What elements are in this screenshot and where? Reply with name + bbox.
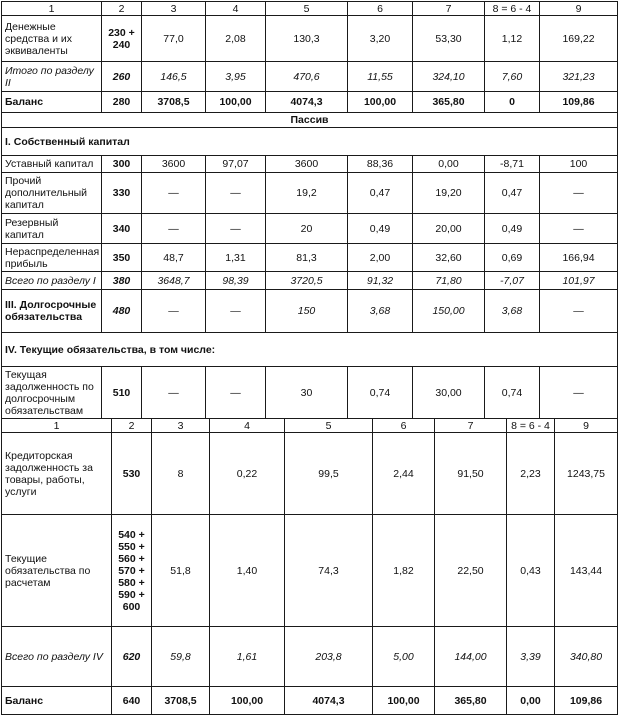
col-header: 4 <box>206 2 266 16</box>
col-header: 2 <box>112 419 152 433</box>
cell: 0,49 <box>348 214 413 244</box>
cell: 91,50 <box>435 433 507 515</box>
cell: 0 <box>485 92 540 113</box>
row-label: Текущие обязательства по расчетам <box>2 515 112 627</box>
cell: — <box>540 173 618 214</box>
col-header: 9 <box>555 419 618 433</box>
cell: 2,08 <box>206 16 266 62</box>
cell: 1,31 <box>206 244 266 272</box>
cell: 3,39 <box>507 627 555 687</box>
passive-title: Пассив <box>2 113 618 128</box>
section-row <box>2 333 618 367</box>
row-label: Всего по разделу IV <box>2 627 112 687</box>
row-label: Резервный капитал <box>2 214 102 244</box>
row-code: 340 <box>102 214 142 244</box>
col-header: 8 = 6 - 4 <box>485 2 540 16</box>
row-label: Уставный капитал <box>2 156 102 173</box>
cell: 7,60 <box>485 62 540 92</box>
table-row <box>2 244 618 272</box>
row-code: 330 <box>102 173 142 214</box>
cell: 22,50 <box>435 515 507 627</box>
cell: 0,22 <box>210 433 285 515</box>
table-row <box>2 173 618 214</box>
cell: 97,07 <box>206 156 266 173</box>
col-header: 2 <box>102 2 142 16</box>
col-header: 9 <box>540 2 618 16</box>
table-row <box>2 272 618 290</box>
balance-table-bottom <box>1 418 618 715</box>
cell: 100,00 <box>206 92 266 113</box>
col-header: 3 <box>142 2 206 16</box>
row-code: 350 <box>102 244 142 272</box>
row-label: Денежные средства и их эквиваленты <box>2 16 102 62</box>
cell: — <box>206 367 266 419</box>
col-header: 7 <box>413 2 485 16</box>
cell: 0,00 <box>507 687 555 715</box>
balance-table-top <box>1 1 618 419</box>
col-header: 6 <box>373 419 435 433</box>
cell: 81,3 <box>266 244 348 272</box>
cell: 169,22 <box>540 16 618 62</box>
row-label: Баланс <box>2 92 102 113</box>
row-code: 280 <box>102 92 142 113</box>
cell: 74,3 <box>285 515 373 627</box>
row-label: III. Долгосрочные обязательства <box>2 290 102 333</box>
cell: 2,00 <box>348 244 413 272</box>
row-label: Кредиторская задолженность за товары, работы, услуги <box>2 433 112 515</box>
cell: 3,20 <box>348 16 413 62</box>
header-row <box>2 419 618 433</box>
cell: 0,47 <box>485 173 540 214</box>
cell: 20,00 <box>413 214 485 244</box>
cell: 100,00 <box>348 92 413 113</box>
cell: 2,23 <box>507 433 555 515</box>
cell: 99,5 <box>285 433 373 515</box>
cell: — <box>206 173 266 214</box>
table-row <box>2 515 618 627</box>
table-row <box>2 687 618 715</box>
cell: 88,36 <box>348 156 413 173</box>
cell: — <box>540 214 618 244</box>
col-header: 4 <box>210 419 285 433</box>
cell: 48,7 <box>142 244 206 272</box>
row-code: 640 <box>112 687 152 715</box>
cell: — <box>142 214 206 244</box>
cell: 3600 <box>266 156 348 173</box>
cell: 8 <box>152 433 210 515</box>
cell: 100,00 <box>210 687 285 715</box>
cell: 100,00 <box>373 687 435 715</box>
table-row <box>2 62 618 92</box>
table-row <box>2 214 618 244</box>
cell: 4074,3 <box>266 92 348 113</box>
row-code: 300 <box>102 156 142 173</box>
row-code: 480 <box>102 290 142 333</box>
cell: 11,55 <box>348 62 413 92</box>
cell: 71,80 <box>413 272 485 290</box>
table-row <box>2 627 618 687</box>
cell: 0,74 <box>348 367 413 419</box>
section-title: I. Собственный капитал <box>2 128 618 156</box>
col-header: 6 <box>348 2 413 16</box>
cell: 100 <box>540 156 618 173</box>
row-code: 380 <box>102 272 142 290</box>
cell: — <box>142 367 206 419</box>
row-label: Нераспределенная прибыль <box>2 244 102 272</box>
table-row <box>2 156 618 173</box>
cell: 3720,5 <box>266 272 348 290</box>
cell: 98,39 <box>206 272 266 290</box>
row-label: Текущая задолженность по долгосрочным обязательствам <box>2 367 102 419</box>
cell: 0,49 <box>485 214 540 244</box>
cell: 3648,7 <box>142 272 206 290</box>
cell: 3708,5 <box>142 92 206 113</box>
cell: 59,8 <box>152 627 210 687</box>
col-header: 5 <box>266 2 348 16</box>
col-header: 5 <box>285 419 373 433</box>
row-code: 620 <box>112 627 152 687</box>
cell: — <box>206 214 266 244</box>
cell: 109,86 <box>555 687 618 715</box>
col-header: 3 <box>152 419 210 433</box>
cell: 20 <box>266 214 348 244</box>
row-label: Прочий дополнительный капитал <box>2 173 102 214</box>
cell: — <box>142 290 206 333</box>
col-header: 1 <box>2 2 102 16</box>
cell: 19,20 <box>413 173 485 214</box>
cell: 101,97 <box>540 272 618 290</box>
cell: 30,00 <box>413 367 485 419</box>
cell: 0,74 <box>485 367 540 419</box>
row-code: 260 <box>102 62 142 92</box>
col-header: 8 = 6 - 4 <box>507 419 555 433</box>
row-code: 530 <box>112 433 152 515</box>
cell: 365,80 <box>413 92 485 113</box>
row-code: 540 + 550 + 560 + 570 + 580 + 590 + 600 <box>112 515 152 627</box>
cell: — <box>540 367 618 419</box>
row-code: 230 + 240 <box>102 16 142 62</box>
cell: 365,80 <box>435 687 507 715</box>
cell: -7,07 <box>485 272 540 290</box>
cell: -8,71 <box>485 156 540 173</box>
cell: 109,86 <box>540 92 618 113</box>
cell: 3600 <box>142 156 206 173</box>
cell: 1,12 <box>485 16 540 62</box>
cell: 53,30 <box>413 16 485 62</box>
cell: 0,00 <box>413 156 485 173</box>
cell: 1,40 <box>210 515 285 627</box>
cell: 0,43 <box>507 515 555 627</box>
cell: 143,44 <box>555 515 618 627</box>
cell: 3,68 <box>348 290 413 333</box>
cell: 32,60 <box>413 244 485 272</box>
section-row <box>2 128 618 156</box>
cell: 150 <box>266 290 348 333</box>
cell: 321,23 <box>540 62 618 92</box>
cell: 203,8 <box>285 627 373 687</box>
cell: 30 <box>266 367 348 419</box>
section-row <box>2 113 618 128</box>
cell: 150,00 <box>413 290 485 333</box>
cell: 470,6 <box>266 62 348 92</box>
cell: 5,00 <box>373 627 435 687</box>
cell: 1,82 <box>373 515 435 627</box>
table-row <box>2 92 618 113</box>
cell: 3708,5 <box>152 687 210 715</box>
cell: 0,69 <box>485 244 540 272</box>
cell: — <box>142 173 206 214</box>
table-row <box>2 367 618 419</box>
cell: 91,32 <box>348 272 413 290</box>
cell: 77,0 <box>142 16 206 62</box>
cell: — <box>206 290 266 333</box>
cell: 130,3 <box>266 16 348 62</box>
col-header: 7 <box>435 419 507 433</box>
cell: 3,95 <box>206 62 266 92</box>
col-header: 1 <box>2 419 112 433</box>
cell: 19,2 <box>266 173 348 214</box>
cell: 1243,75 <box>555 433 618 515</box>
cell: 4074,3 <box>285 687 373 715</box>
cell: 166,94 <box>540 244 618 272</box>
cell: 0,47 <box>348 173 413 214</box>
cell: 324,10 <box>413 62 485 92</box>
table-row <box>2 16 618 62</box>
row-label: Итого по разделу II <box>2 62 102 92</box>
cell: 51,8 <box>152 515 210 627</box>
header-row <box>2 2 618 16</box>
section-title: IV. Текущие обязательства, в том числе: <box>2 333 618 367</box>
table-row <box>2 290 618 333</box>
table-row <box>2 433 618 515</box>
row-code: 510 <box>102 367 142 419</box>
row-label: Баланс <box>2 687 112 715</box>
cell: 1,61 <box>210 627 285 687</box>
cell: 3,68 <box>485 290 540 333</box>
cell: 340,80 <box>555 627 618 687</box>
cell: 144,00 <box>435 627 507 687</box>
cell: 2,44 <box>373 433 435 515</box>
cell: 146,5 <box>142 62 206 92</box>
row-label: Всего по разделу I <box>2 272 102 290</box>
cell: — <box>540 290 618 333</box>
